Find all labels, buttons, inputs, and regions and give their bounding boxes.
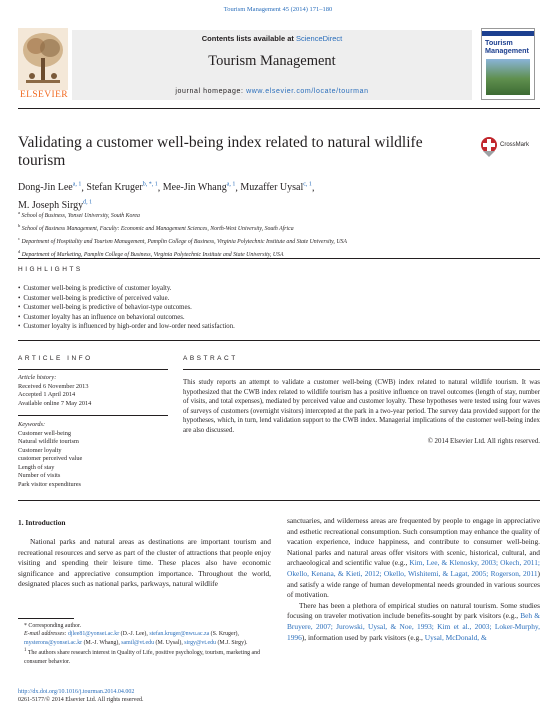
citation-link[interactable]: Uysal, McDonald, & bbox=[424, 632, 487, 642]
author[interactable] bbox=[240, 182, 312, 193]
sciencedirect-link[interactable]: ScienceDirect bbox=[295, 34, 343, 43]
cover-stripe bbox=[482, 31, 534, 36]
highlight-item: • Customer well-being is predictive of customer loyalty. bbox=[18, 284, 538, 294]
header-divider bbox=[18, 108, 540, 109]
email-link[interactable]: sirgy@vt.edu bbox=[184, 639, 216, 646]
affiliation-key: a bbox=[18, 210, 20, 215]
highlight-item: • Customer well-being is predictive of perceived value. bbox=[18, 294, 538, 304]
history-received: Received 6 November 2013 bbox=[18, 382, 89, 390]
doi-link[interactable]: http://dx.doi.org/10.1016/j.tourman.2014.04.002 bbox=[18, 689, 135, 695]
homepage-link[interactable]: www.elsevier.com/locate/tourman bbox=[246, 88, 369, 95]
author-name: Muzaffer Uysal bbox=[240, 182, 304, 194]
keyword-item: Customer well-being bbox=[18, 429, 71, 437]
abstract-text: This study reports an attempt to validate a customer well-being (CWB) index related to natural wildlife tourism. It was hypothesized that the CWB index related to wildlife tourism has a positive influence on travel outcomes (length of stay, number of visits, and total expenses), mediated by perceived value and customer loyalty. These hypotheses were tested using four waves of surveys of customers (overnight visitors) intercepted at the park in a two-year period. The survey data provided support for the hypotheses, which, in turn, lend validation support to the CWB index. Managerial implications of the customer well-being index are also discussed. bbox=[183, 379, 540, 434]
author-name: M. Joseph Sirgy bbox=[18, 199, 84, 211]
author-affiliation-marker[interactable]: d, 1 bbox=[83, 199, 93, 206]
journal-homepage bbox=[72, 88, 472, 95]
citation-link[interactable]: Beh & Bruyere, 2007; Jurowski, Uysal, & Noe, 1993; Kim et al., 2003; Loker-Murphy, 1996 bbox=[287, 611, 540, 642]
contents-line bbox=[72, 34, 472, 43]
affiliation-text: School of Business Management, Faculty: Economic and Management Sciences, North-West University, South Africa bbox=[21, 225, 294, 232]
author-name: Mee-Jin Whang bbox=[162, 182, 227, 194]
footnotes bbox=[18, 622, 271, 666]
affiliation-key: b bbox=[18, 222, 21, 228]
author-name: Stefan Kruger bbox=[86, 182, 143, 194]
email-link[interactable]: djlee81@yonsei.ac.kr bbox=[67, 631, 120, 638]
author-separator: , bbox=[235, 182, 241, 194]
email-owner: (D.-J. Lee), bbox=[119, 631, 150, 638]
history-available: Available online 7 May 2014 bbox=[18, 399, 92, 407]
section-heading-introduction: 1. Introduction bbox=[18, 518, 66, 527]
affiliation-text: School of Business, Yonsei University, South Korea bbox=[21, 212, 140, 219]
journal-reference[interactable]: Tourism Management 45 (2014) 171–180 bbox=[223, 6, 333, 13]
email-owner: (M.-J. Whang), bbox=[82, 639, 122, 646]
author[interactable] bbox=[18, 182, 81, 193]
affiliation-text: Department of Marketing, Pamplin College of Business, Virginia Polytechnic Institute and State University, USA bbox=[21, 251, 284, 258]
keyword-item: customer perceived value bbox=[18, 455, 83, 462]
keyword-item: Length of stay bbox=[18, 463, 55, 471]
affiliation-text: Department of Hospitality and Tourism Management, Pamplin College of Business, Virginia Polytechnic Institute and State University, USA bbox=[21, 238, 347, 245]
history-label: Article history: bbox=[18, 374, 57, 381]
abstract-rule bbox=[183, 369, 540, 370]
crossmark-label: CrossMark bbox=[500, 142, 530, 148]
paragraph-text: sanctuaries, and wilderness areas are frequented by people to engage in appreciative and esthetic recreational consumption. Such consumption may enhance the quality of vacation experience, induce happiness, and contribute to consumer well-being. National parks and natural areas offer visitors with scenic, historical, cultural, and archaeological and scientific value (e.g., bbox=[287, 516, 540, 568]
article-title: Validating a customer well-being index related to natural wildlife tourism bbox=[18, 134, 423, 169]
paragraph-text: ), information used by park visitors (e.g., bbox=[301, 632, 425, 642]
author-separator: , bbox=[157, 182, 163, 194]
footnote-emails bbox=[18, 630, 271, 647]
corresponding-label: Corresponding author. bbox=[28, 623, 82, 629]
journal-name: Tourism Management bbox=[208, 53, 336, 69]
author-affiliation-marker[interactable]: c, 1 bbox=[303, 182, 312, 188]
abstract-copyright: © 2014 Elsevier Ltd. All rights reserved. bbox=[427, 438, 540, 445]
abstract-body bbox=[183, 378, 540, 447]
paragraph bbox=[287, 601, 540, 643]
citation-link[interactable]: Kim, Lee, & Klenosky, 2003; Okech, 2011; Okello, Kenana, & Kieti, 2012; Okello, Wishitemi, & Lagat, 2005; Rogerson, 2011 bbox=[287, 558, 540, 578]
crossmark-badge[interactable] bbox=[480, 136, 540, 160]
article-info-rule bbox=[18, 369, 168, 370]
highlight-item: • Customer loyalty is influenced by high-order and low-order need satisfaction. bbox=[18, 322, 538, 332]
author-affiliation-marker[interactable]: b, *, 1 bbox=[142, 182, 158, 188]
email-owner: (M. Uysal), bbox=[154, 639, 185, 646]
affiliation-item bbox=[18, 208, 538, 221]
keyword-item: Park visitor expenditures bbox=[18, 480, 81, 488]
doi-block bbox=[18, 688, 144, 705]
author[interactable] bbox=[163, 182, 236, 193]
journal-cover-thumbnail bbox=[481, 28, 535, 100]
highlights-top-rule bbox=[18, 258, 540, 259]
contents-prefix: Contents lists available at bbox=[201, 34, 296, 43]
front-matter-bottom-rule bbox=[18, 500, 540, 501]
author-affiliation-marker[interactable]: a, 1 bbox=[226, 182, 236, 188]
article-info-divider bbox=[18, 415, 168, 416]
keyword-item: Natural wildlife tourism bbox=[18, 438, 79, 445]
email-label: E-mail addresses: bbox=[24, 631, 68, 638]
email-link[interactable]: samil@vt.edu bbox=[121, 639, 155, 646]
footnote-rule bbox=[18, 618, 74, 619]
paragraph-text: There has been a plethora of empirical studies on natural tourism. Some studies focusing on traveler motivation include benefits-sought by park visitors (e.g., bbox=[287, 600, 540, 621]
author-affiliation-marker[interactable]: a, 1 bbox=[72, 182, 82, 188]
highlight-item: • Customer well-being is predictive of behavior-type outcomes. bbox=[18, 303, 538, 313]
issn-line: 0261-5177/© 2014 Elsevier Ltd. All rights reserved. bbox=[18, 697, 144, 704]
author[interactable] bbox=[86, 182, 157, 193]
affiliation-key: d bbox=[18, 248, 21, 254]
email-link[interactable]: mysterons@yonsei.ac.kr bbox=[24, 639, 83, 646]
highlights-bottom-rule bbox=[18, 340, 540, 341]
cover-image bbox=[486, 59, 530, 95]
elsevier-tree-icon bbox=[18, 28, 68, 90]
publisher-wordmark: ELSEVIER bbox=[19, 90, 69, 100]
keywords bbox=[18, 421, 168, 489]
affiliation-item bbox=[18, 234, 538, 247]
cover-title: Tourism Management bbox=[485, 38, 529, 55]
paragraph-text: ) and satisfy a wide range of human developmental needs grounded in various sources of motivation. bbox=[287, 568, 540, 600]
footnote-1: $^1$ The authors share research interest in Quality of Life, positive psychology, tourism, marketing and consumer behavior. bbox=[24, 648, 261, 665]
keywords-label: Keywords: bbox=[18, 421, 46, 428]
highlights-heading: HIGHLIGHTS bbox=[18, 266, 83, 273]
paragraph bbox=[287, 516, 540, 601]
intro-paragraph-right bbox=[287, 516, 540, 643]
article-info-heading: ARTICLE INFO bbox=[18, 355, 93, 362]
author-name: Dong-Jin Lee bbox=[18, 182, 73, 194]
history-accepted: Accepted 1 April 2014 bbox=[18, 391, 76, 398]
affiliations bbox=[18, 208, 538, 260]
article-history bbox=[18, 374, 168, 408]
email-owner: (S. Kruger), bbox=[209, 631, 239, 638]
author-separator: , bbox=[311, 182, 315, 194]
email-link[interactable]: stefan.kruger@nwu.ac.za bbox=[149, 631, 210, 638]
email-owner: (M.J. Sirgy). bbox=[215, 639, 248, 646]
highlights-list bbox=[18, 284, 538, 332]
intro-paragraph-left: National parks and natural areas as destinations are important tourism and recreational resources and serve as part of the cluster of attractions that people enjoy visiting and spending their leisure time. These places also have economic significance and appreciative consumption importance. Throughout the world, designated places such as national parks, parkways, natural wildlife bbox=[18, 537, 271, 589]
abstract-heading: ABSTRACT bbox=[183, 355, 238, 362]
highlight-item: • Customer loyalty has an influence on behavioral outcomes. bbox=[18, 313, 538, 323]
affiliation-key: c bbox=[18, 235, 20, 241]
footnote-corresponding: * Corresponding author. bbox=[24, 623, 82, 629]
keyword-item: Customer loyalty bbox=[18, 446, 62, 454]
keyword-item: Number of visits bbox=[18, 472, 61, 479]
affiliation-item bbox=[18, 221, 538, 234]
crossmark-icon bbox=[480, 136, 498, 158]
homepage-prefix: journal homepage: bbox=[175, 88, 247, 95]
footnote-1-text: The authors share research interest in Quality of Life, positive psychology, tourism, marketing and consumer behavior. bbox=[24, 650, 261, 665]
author-separator: , bbox=[81, 182, 87, 194]
